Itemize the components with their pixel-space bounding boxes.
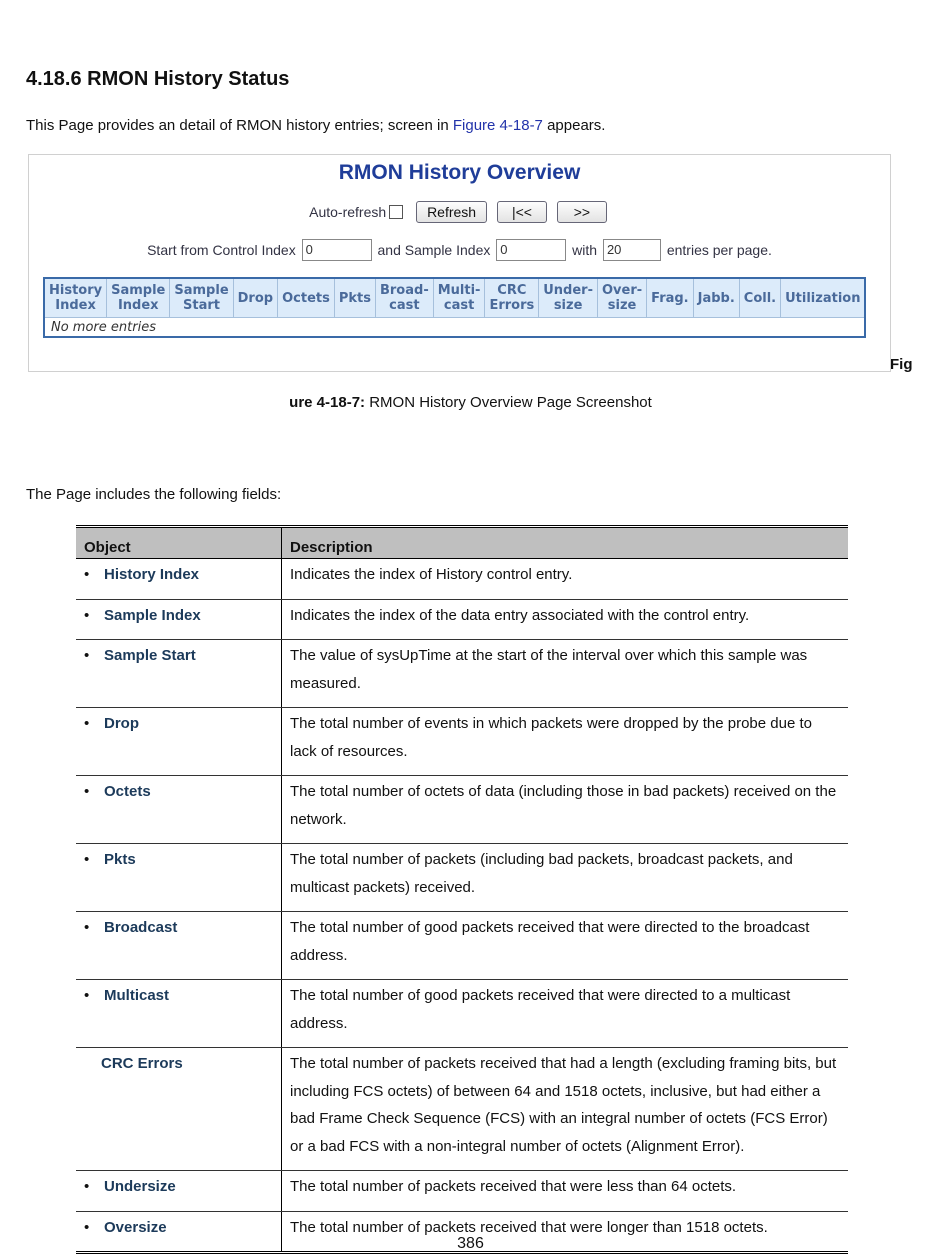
field-name: Broadcast [104,919,178,936]
table-row [76,1048,848,1171]
bullet-icon: • [84,715,90,732]
column-header [647,278,693,318]
field-name: Octets [104,783,151,800]
start-index-controls [29,239,890,261]
first-page-button[interactable]: |<< [497,201,547,223]
column-header-text: Index [55,298,96,313]
column-header-text: Sample [174,283,229,298]
table-row [76,844,848,912]
field-name: Drop [104,715,139,732]
bullet-icon: • [84,851,90,868]
next-page-button[interactable]: >> [557,201,607,223]
start-label: Start from Control Index [147,242,296,258]
auto-refresh-checkbox[interactable] [389,205,403,219]
object-header: Object [76,527,282,559]
table-row [76,559,848,600]
bullet-icon: • [84,783,90,800]
field-description: The total number of packets received that had a length (excluding framing bits, but including FCS octets) of between 64 and 1518 octets, inclusive, but had either a bad Frame Check Sequence (FCS) with an integral number of octets (FCS Error) or a bad FCS with a non-integral number of octets (Alignment Error). [282,1048,849,1171]
rmon-screenshot [28,154,891,372]
field-description: Indicates the index of History control entry. [282,559,849,600]
figure-label-fragment: Fig [890,356,913,373]
column-header [739,278,780,318]
field-object [76,980,282,1048]
column-header-text: Index [117,298,159,313]
field-name: Oversize [104,1218,167,1236]
column-header [107,278,170,318]
field-object [76,559,282,600]
column-header-text: Jabb. [697,290,735,306]
column-header-text: cast [443,298,475,313]
column-header [433,278,485,318]
column-header-text: Broad- [379,283,429,298]
entries-input[interactable]: 20 [603,239,661,261]
column-header-text: Under- [543,283,593,298]
column-header-text: Coll. [743,290,777,306]
bullet-icon: • [84,1218,90,1236]
table-row [76,980,848,1048]
field-name: Sample Start [104,647,196,664]
column-header-text: Start [183,298,220,313]
field-name: Sample Index [104,606,201,624]
no-entries-text: No more entries [51,319,156,335]
column-header-text: Sample [111,283,166,298]
column-header [170,278,233,318]
intro-text: This Page provides an detail of RMON history entries; screen in [26,117,453,134]
page-number: 386 [457,1235,484,1252]
column-header-text: size [553,298,583,313]
column-header-text: size [607,298,637,313]
field-description: The total number of good packets received that were directed to the broadcast address. [282,912,849,980]
table-row [76,640,848,708]
table-row [76,708,848,776]
bullet-icon: • [84,606,90,624]
field-description: The value of sysUpTime at the start of the interval over which this sample was measured. [282,640,849,708]
section-title: 4.18.6 RMON History Status [26,68,290,90]
field-object [76,599,282,640]
column-header [485,278,539,318]
column-header [781,278,866,318]
caption-number: ure 4-18-7: [289,394,366,411]
field-object [76,912,282,980]
fields-table [76,525,848,1254]
history-table [43,277,866,338]
table-row [44,318,865,338]
sample-label: and Sample Index [377,242,491,258]
refresh-controls [29,201,890,223]
column-header-text: CRC [497,283,527,298]
column-header [278,278,335,318]
sample-index-input[interactable]: 0 [496,239,566,261]
column-header [597,278,646,318]
table-row [76,599,848,640]
column-header-text: Pkts [338,290,371,306]
table-row [76,912,848,980]
auto-refresh-label: Auto-refresh [309,204,387,220]
refresh-button[interactable]: Refresh [416,201,487,223]
field-name: Pkts [104,851,136,868]
column-header-text: Utilization [785,290,861,306]
field-object [76,1048,282,1171]
fields-table-header [76,527,848,559]
column-header-text: Multi- [437,283,481,298]
column-header-text: Octets [282,290,330,306]
column-header-text: Errors [489,298,535,313]
field-object [76,844,282,912]
description-header: Description [282,527,849,559]
field-object [76,640,282,708]
table-row [76,1171,848,1212]
figure-caption [0,394,941,411]
overview-title: RMON History Overview [338,161,581,184]
field-description: The total number of octets of data (including those in bad packets) received on the network. [282,776,849,844]
field-object [76,776,282,844]
column-header-text: cast [389,298,420,313]
field-description: The total number of packets (including bad packets, broadcast packets, and multicast packets) received. [282,844,849,912]
field-object [76,1171,282,1212]
column-header [375,278,433,318]
field-description: The total number of good packets received that were directed to a multicast address. [282,980,849,1048]
column-header-text: Frag. [651,290,689,306]
field-name: History Index [104,566,200,583]
with-label: with [572,242,598,258]
bullet-icon: • [84,1178,90,1195]
field-description: The total number of packets received that were longer than 1518 octets. [282,1211,849,1253]
column-header [334,278,375,318]
bullet-icon: • [84,566,90,583]
bullet-icon: • [84,647,90,664]
field-name: Multicast [104,987,170,1004]
column-header [44,278,107,318]
table-row [76,776,848,844]
bullet-icon: • [84,987,90,1004]
control-index-input[interactable]: 0 [302,239,372,261]
field-description: The total number of packets received that were less than 64 octets. [282,1171,849,1212]
field-name: Undersize [104,1178,176,1195]
column-header-text: Drop [237,290,274,306]
field-name: CRC Errors [101,1055,183,1072]
column-header [539,278,598,318]
field-description: Indicates the index of the data entry associated with the control entry. [282,599,849,640]
bullet-icon: • [84,919,90,936]
intro-text-end: appears. [542,117,606,134]
caption-text: RMON History Overview Page Screenshot [365,394,652,411]
field-object [76,708,282,776]
column-header [233,278,277,318]
fields-intro: The Page includes the following fields: [26,486,282,503]
column-header-text: Over- [601,283,643,298]
field-description: The total number of events in which packets were dropped by the probe due to lack of resources. [282,708,849,776]
history-table-header [44,278,865,318]
column-header-text: History [49,283,103,298]
column-header [693,278,739,318]
intro-paragraph [26,117,605,134]
figure-link[interactable]: Figure 4-18-7 [452,117,543,134]
entries-label: entries per page. [666,242,772,258]
